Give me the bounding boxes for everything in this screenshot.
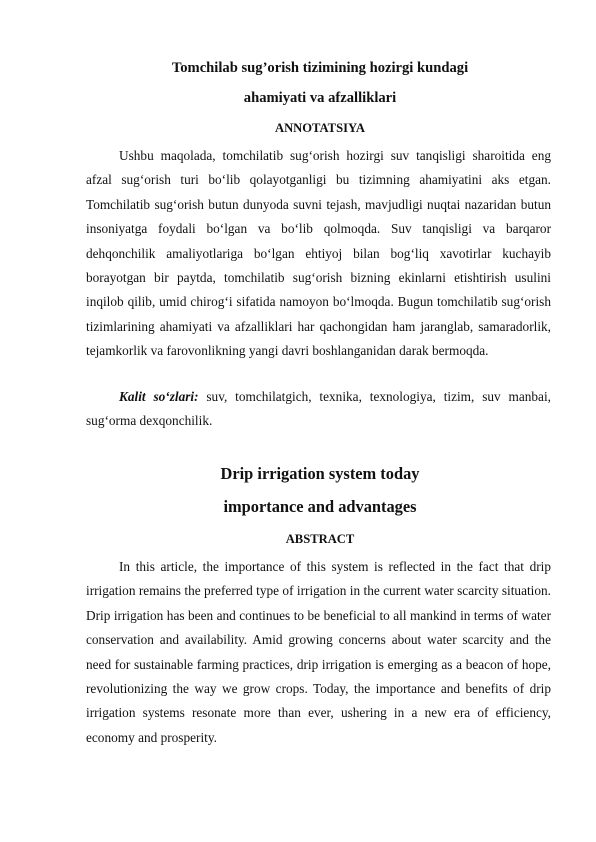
uz-title-line-2: ahamiyati va afzalliklari [243, 90, 397, 106]
keywords-paragraph [86, 385, 551, 434]
annotation-heading: ANNOTATSIYA [274, 121, 366, 135]
en-title-line-2: importance and advantages [223, 497, 417, 516]
keywords-text: suv, tomchilatgich, texnika, texnologiya, tizim, suv manbai, sug‘orma dexqonchilik. [86, 389, 551, 429]
uz-title-line-1: Tomchilab sug’orish tizimining hozirgi kundagi [171, 60, 469, 76]
en-title-line-1: Drip irrigation system today [220, 464, 420, 483]
annotation-paragraph: Ushbu maqolada, tomchilatib sug‘orish hozirgi suv tanqisligi sharoitida eng afzal sug‘orish turi bo‘lib qolayotganligi bu tizimning ahamiyatini aks etgan. Tomchilatib sug‘orish butun dunyoda suvni tejash, mavjudligi nuqtai nazaridan butun insoniyatga foydali bo‘lgan va bo‘lib qolmoqda. Suv tanqisligi va barqaror dehqonchilik amaliyotlariga bo‘lgan ehtiyoj bilan bog‘liq xavotirlar kuchayib borayotgan bir paytda, tomchilatib sug‘orish bizning ekinlarni etishtirish usulini inqilob qilib, umid chirog‘i sifatida namoyon bo‘lmoqda. Bugun tomchilatib sug‘orish tizimlarining ahamiyati va afzalliklari har qachongidan ham jaranglab, samaradorlik, tejamkorlik va farovonlikning yangi davri boshlanganidan darak bermoqda. [86, 148, 551, 359]
abstract-paragraph: In this article, the importance of this system is reflected in the fact that drip irrigation remains the preferred type of irrigation in the current water scarcity situation. Drip irrigation has been and continues to be beneficial to all mankind in terms of water conservation and availability. Amid growing concerns about water scarcity and the need for sustainable farming practices, drip irrigation is emerging as a beacon of hope, revolutionizing the way we grow crops. Today, the importance and benefits of drip irrigation systems resonate more than ever, ushering in a new era of efficiency, economy and prosperity. [86, 559, 551, 745]
abstract-heading: ABSTRACT [285, 532, 355, 546]
keywords-label: Kalit so‘zlari: [119, 389, 199, 404]
